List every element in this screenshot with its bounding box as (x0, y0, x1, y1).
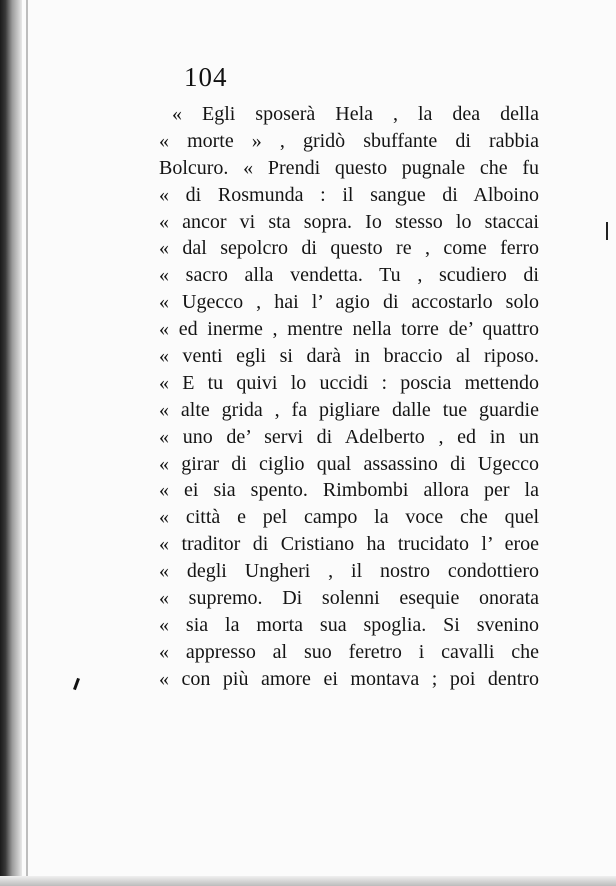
text-line: « città e pel campo la voce che quel (159, 506, 539, 529)
text-line: « E tu quivi lo uccidi : poscia mettendo (159, 371, 539, 394)
text-line: « di Rosmunda : il sangue di Alboino (159, 183, 539, 206)
binding-shadow (0, 0, 22, 886)
text-line: « uno de’ servi di Adelberto , ed in un (159, 425, 539, 448)
text-line: « alte grida , fa pigliare dalle tue guardie (159, 398, 539, 421)
ink-speck (73, 678, 80, 690)
text-line: « girar di ciglio qual assassino di Ugecco (159, 452, 539, 475)
text-line: « venti egli si darà in braccio al riposo. (159, 345, 539, 368)
text-line: « ed inerme , mentre nella torre de’ quattro (159, 318, 539, 341)
page-number: 104 (184, 62, 228, 92)
text-line: « Ugecco , hai l’ agio di accostarlo solo (159, 291, 539, 314)
margin-mark (606, 222, 608, 240)
text-line: Bolcuro. « Prendi questo pugnale che fu (159, 156, 539, 179)
text-line: « sacro alla vendetta. Tu , scudiero di (159, 264, 539, 287)
text-line: « appresso al suo feretro i cavalli che (159, 640, 539, 663)
text-line: « ei sia spento. Rimbombi allora per la (159, 479, 539, 502)
text-line: « Egli sposerà Hela , la dea della (172, 103, 539, 125)
text-line: « ancor vi sta sopra. Io stesso lo staccai (159, 210, 539, 233)
text-line: « morte » , gridò sbuffante di rabbia (159, 129, 539, 152)
text-line: « con più amore ei montava ; poi dentro (159, 667, 539, 690)
body-text (159, 101, 539, 693)
text-line: « supremo. Di solenni esequie onorata (159, 587, 539, 610)
binding-crease (26, 0, 28, 886)
page-bottom-edge (0, 876, 616, 886)
text-line: « sia la morta sua spoglia. Si svenino (159, 613, 539, 636)
text-line: « dal sepolcro di questo re , come ferro (159, 237, 539, 260)
text-line: « degli Ungheri , il nostro condottiero (159, 560, 539, 583)
text-line: « traditor di Cristiano ha trucidato l’ eroe (159, 533, 539, 556)
